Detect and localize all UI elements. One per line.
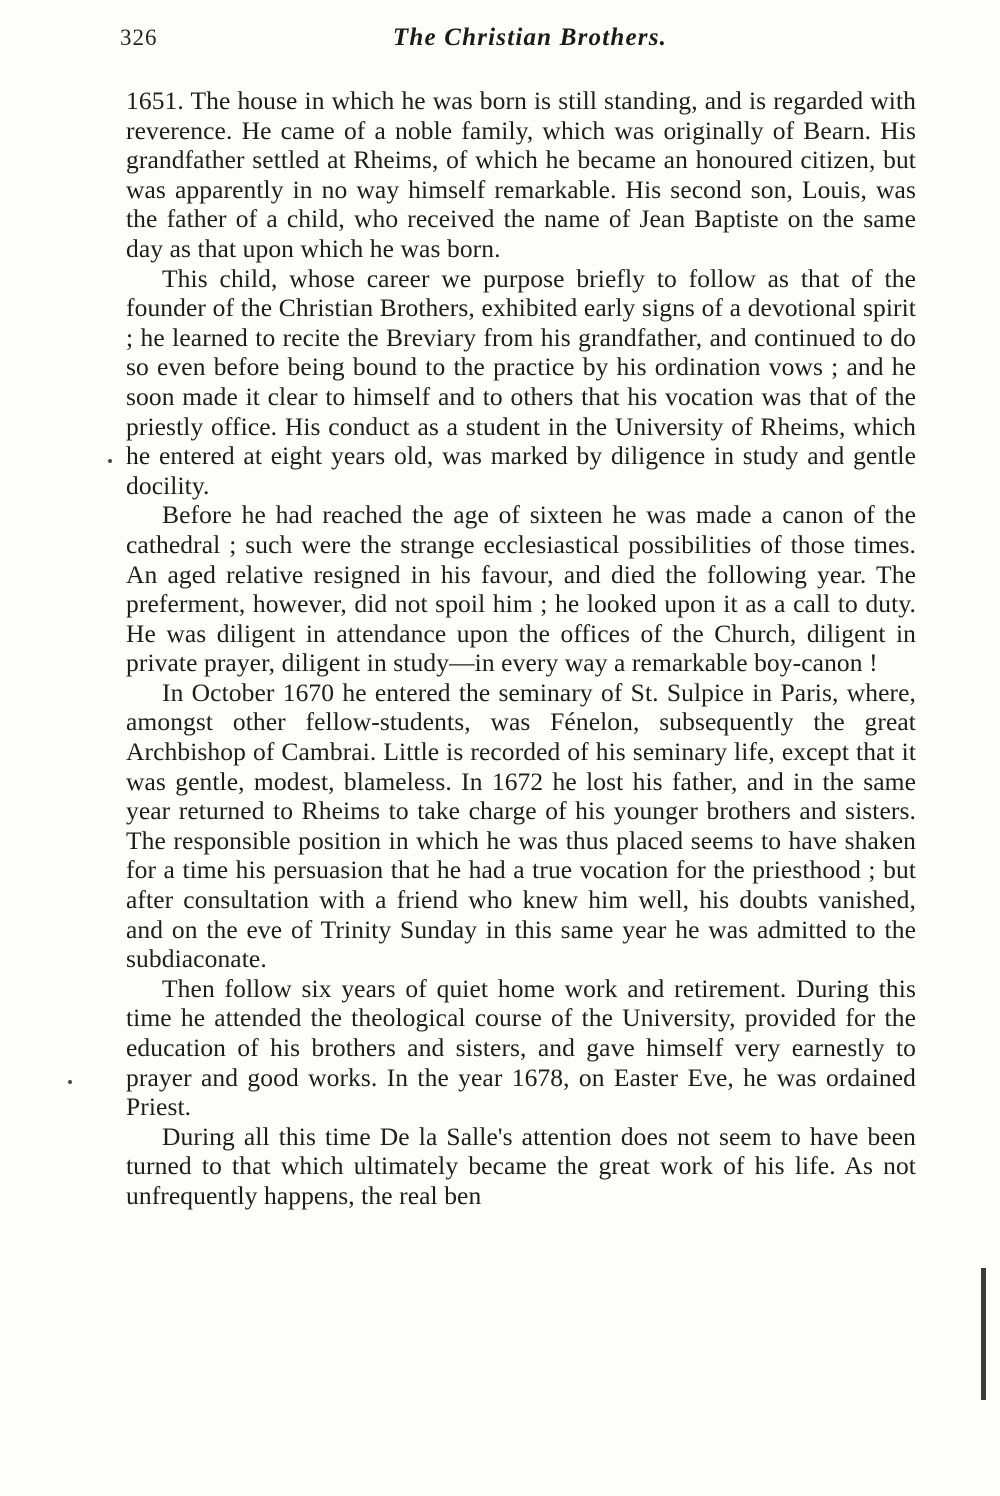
paragraph: In October 1670 he entered the seminary of St. Sulpice in Paris, where, amongst other fellow-students, was Fénelon, subsequently the great Archbishop of Cambrai. Little is recorded of his seminary life, except that it was gentle, modest, blameless. In 1672 he lost his father, and in the same year returned to Rheims to take charge of his younger brothers and sisters. The responsible position in which he was thus placed seems to have shaken for a time his persuasion that he had a true vocation for the priesthood ; but after consultation with a friend who knew him well, his doubts vanished, and on the eve of Trinity Sunday in this same year he was admitted to the subdiaconate. [126,677,916,974]
running-title: The Christian Brothers. [392,24,668,51]
paragraph: 1651. The house in which he was born is still standing, and is regarded with reverence. He came of a noble family, which was originally of Bearn. His grandfather settled at Rheims, of which he became an honoured citizen, but was apparently in no way himself remarkable. His second son, Louis, was the father of a child, who received the name of Jean Baptiste on the same day as that upon which he was born. [126,86,916,263]
paragraph: Before he had reached the age of sixteen he was made a canon of the cathedral ; such were the strange ecclesiastical possibilities of those times. An aged relative resigned in his favour, and died the following year. The preferment, however, did not spoil him ; he looked upon it as a call to duty. He was diligent in attendance upon the offices of the Church, diligent in private prayer, diligent in study—in every way a remarkable boy-canon ! [126,500,916,678]
paragraph: Then follow six years of quiet home work and retirement. During this time he attended the theological course of the University, provided for the education of his brothers and sisters, and gave himself very earnestly to prayer and good works. In the year 1678, on Easter Eve, he was ordained Priest. [126,973,916,1122]
margin-speck [108,459,112,463]
page-edge-mark [981,1268,986,1400]
paragraph: During all this time De la Salle's attention does not seem to have been turned to that which ultimately became the great work of his life. As not unfrequently happens, the real ben [126,1121,916,1210]
paragraph: This child, whose career we purpose briefly to follow as that of the founder of the Christian Brothers, exhibited early signs of a devotional spirit ; he learned to recite the Breviary from his grandfather, and continued to do so even before being bound to the practice by his ordination vows ; and he soon made it clear to himself and to others that his vocation was that of the priestly office. His conduct as a student in the University of Rheims, which he entered at eight years old, was marked by diligence in study and gentle docility. [126,263,916,500]
margin-speck [68,1080,72,1084]
body-text [126,86,916,1211]
page-number: 326 [120,25,158,50]
page-header [120,24,880,64]
